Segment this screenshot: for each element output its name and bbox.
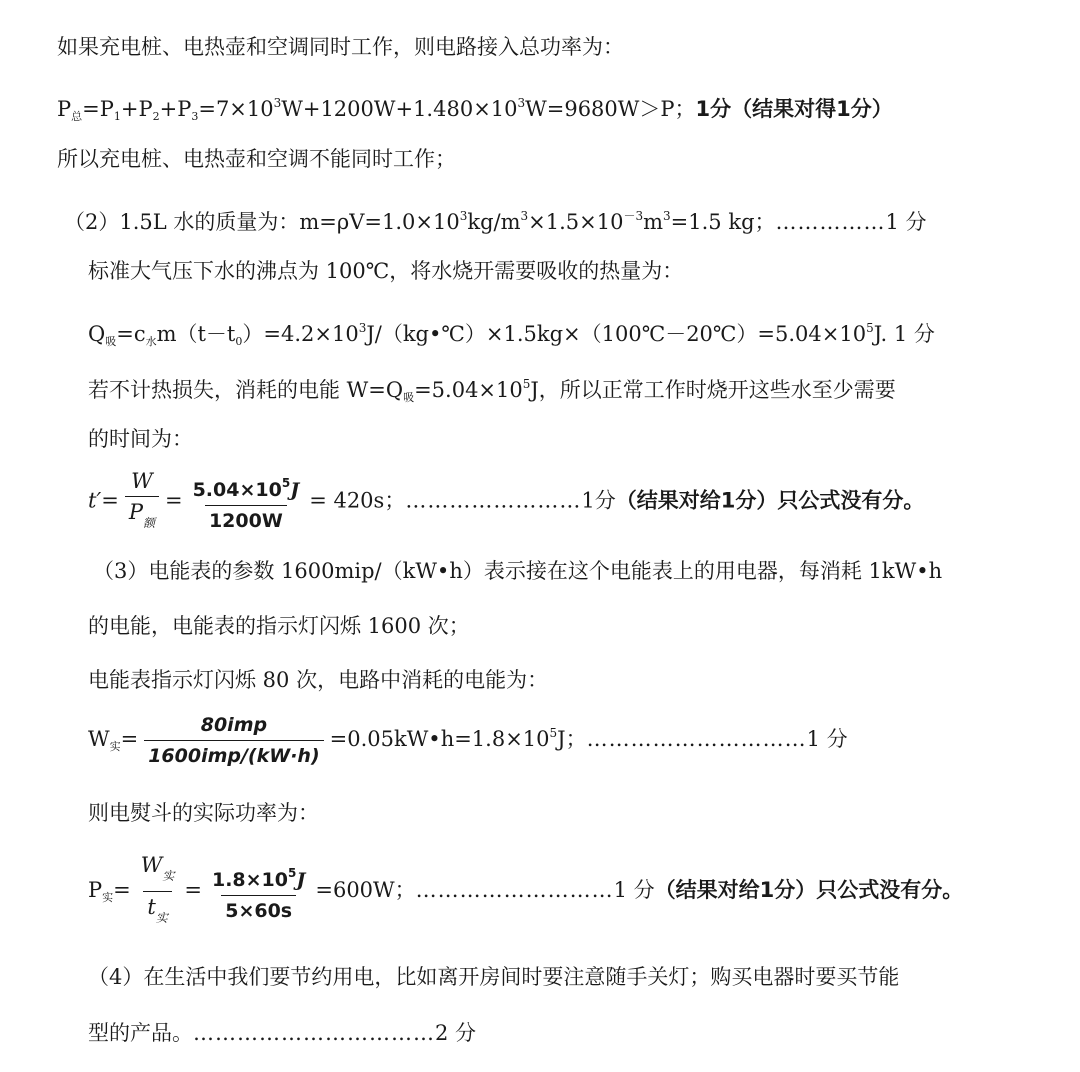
fraction-w-over-p: $\frac{W}{P_额}$ bbox=[125, 468, 159, 536]
score-note: 2 分 bbox=[435, 1021, 477, 1045]
line-conclusion-1: 所以充电桩、电热壶和空调不能同时工作； bbox=[57, 147, 456, 171]
fraction-imp: $\frac{\text{80imp}}{\text{1600imp/(kW·h)}}$ bbox=[144, 712, 323, 769]
line-actual-power-intro: 则电熨斗的实际功率为： bbox=[88, 801, 319, 825]
score-note: 1分（结果对得1分） bbox=[695, 97, 893, 121]
line-heat-formula: $Q_吸=c_水m(t-t_0)=4.2\times 10^3J/(kg•℃)\times 1.5kg\times(100℃-20℃)=5.04\times 10^5J$. 1 分 bbox=[88, 321, 935, 348]
score-note: 1分 bbox=[581, 488, 616, 513]
line-total-power-formula: $P_总=P_1+P_2+P_3=7\times 10^3W+1200W+1.480\times 10^3W=9680W>P$；1分（结果对得1分） bbox=[57, 96, 893, 123]
fraction-w-over-t: $\frac{W_实}{t_实}$ bbox=[137, 852, 179, 931]
line-flash-80: 电能表指示灯闪烁 80 次，电路中消耗的电能为： bbox=[88, 668, 549, 692]
line-boiling-point: 标准大气压下水的沸点为 100℃，将水烧开需要吸收的热量为： bbox=[88, 259, 684, 283]
score-note: 1 分 bbox=[613, 878, 655, 902]
fraction-energy-over-time: $\frac{1.8\times 10^5J}{5\times 60s}$ bbox=[211, 865, 306, 922]
line-total-power-intro: 如果充电桩、电热壶和空调同时工作，则电路接入总功率为： bbox=[57, 35, 624, 59]
score-comment: （结果对给1分）只公式没有分。 bbox=[615, 488, 925, 513]
line-energy-consumed: 若不计热损失，消耗的电能 $W=Q_吸=5.04\times 10^5J$，所以正常工作时烧开这些水至少需要 bbox=[88, 377, 896, 404]
line-time-formula: t′= $\frac{W}{P_额}$ = $\frac{5.04\times 10^5J}{1200W}$ = 420s；……………………1分（结果对给1分）只公式没有分。 bbox=[88, 468, 924, 536]
line-energy-saving-products: 型的产品。……………………………2 分 bbox=[88, 1021, 477, 1045]
score-note: 1 分 bbox=[806, 727, 848, 751]
line-save-electricity: （4）在生活中我们要节约用电，比如离开房间时要注意随手关灯；购买电器时要买节能 bbox=[88, 965, 900, 989]
score-comment: （结果对给1分）只公式没有分。 bbox=[654, 878, 964, 902]
line-meter-parameter: （3）电能表的参数 1600mip/（kW•h）表示接在这个电能表上的用电器，每消耗 1kW•h bbox=[93, 559, 943, 583]
score-note: 1 分 bbox=[885, 210, 927, 234]
line-time-intro: 的时间为： bbox=[88, 427, 193, 451]
line-actual-power-formula: $P_实=$ $\frac{W_实}{t_实}$ = $\frac{1.8\times 10^5J}{5\times 60s}$ =600W；………………………1 分（结果对给1分）只公式没有分。 bbox=[88, 852, 963, 931]
fraction-energy-over-power: $\frac{5.04\times 10^5J}{1200W}$ bbox=[192, 476, 300, 532]
line-meter-flashes: 的电能，电能表的指示灯闪烁 1600 次； bbox=[88, 614, 470, 638]
line-water-mass: （2）1.5L 水的质量为：$m=\rho V=1.0\times 10^3kg/m^3\times 1.5\times 10^{-3}m^3=1.5$ kg；……………1 分 bbox=[64, 209, 927, 234]
line-actual-energy: $W_实=$ $\frac{\text{80imp}}{\text{1600imp/(kW·h)}}$ $=0.05kW•h=1.8\times 10^5J$；…………………………1 分 bbox=[88, 714, 848, 767]
